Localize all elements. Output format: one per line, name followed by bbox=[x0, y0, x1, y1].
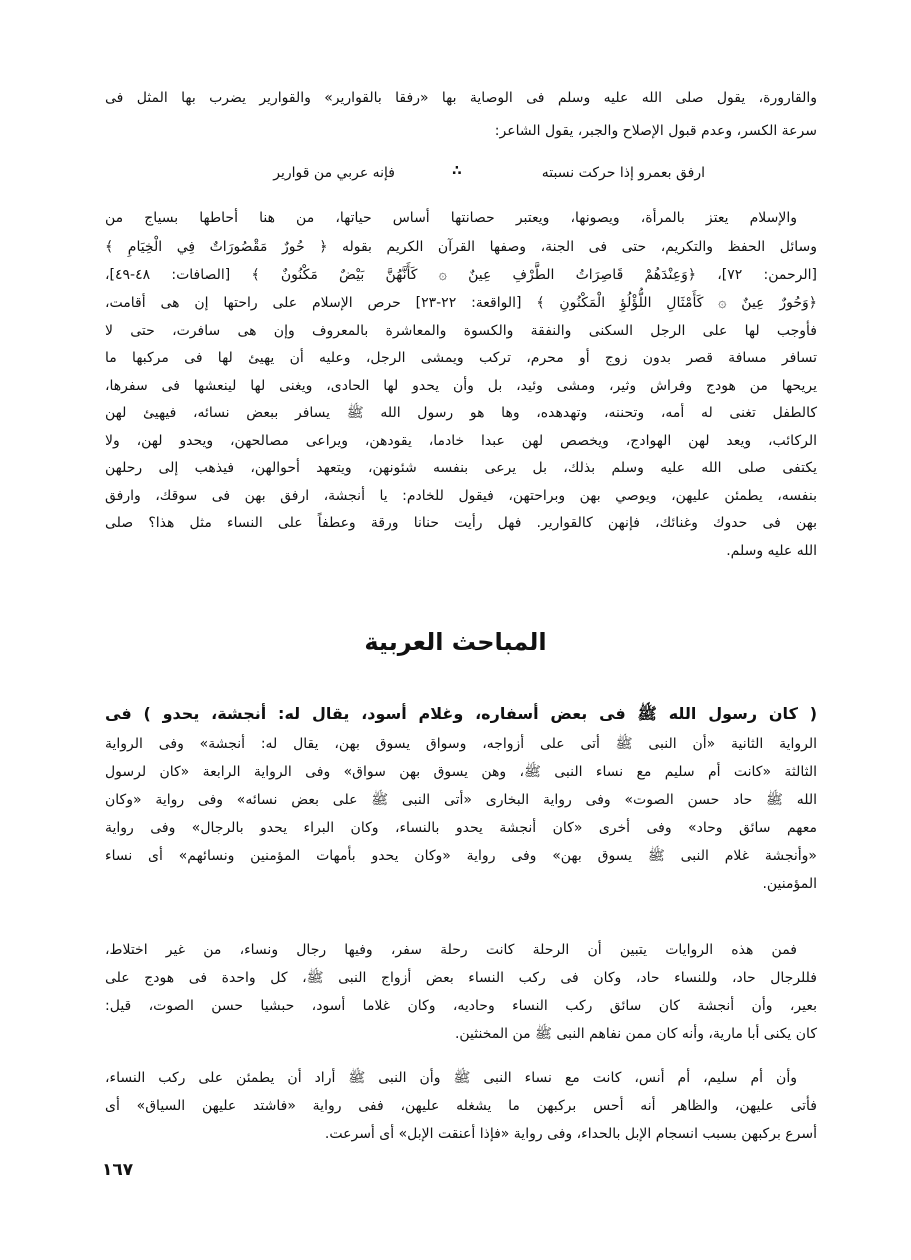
paragraph-line: [الرحمن: ٧٢]، ﴿وَعِنْدَهُمْ قَاصِرَاتُ الطَّرْفِ عِينٌ ۞ كَأَنَّهُنَّ بَيْضٌ مَكْنُونٌ ﴾ [الصافات: ٤٨-٤٩]، bbox=[105, 267, 817, 283]
paragraph-line: الركائب، ويعد لهن الهوادج، ويخصص لهن عبدا خادما، يقودهن، ويراعى مصالحهن، ويحدو لهن، ولا bbox=[105, 433, 817, 449]
paragraph-line: وأن أم سليم، أم أنس، كانت مع نساء النبى ﷺ وأن النبى ﷺ أراد أن يطمئن على ركب النساء، bbox=[105, 1070, 797, 1086]
paragraph-line: فللرجال حاد، وللنساء حاد، وكان فى ركب النساء بعض أزواج النبى ﷺ، كل واحدة فى هودج على bbox=[105, 970, 817, 986]
poem-second-hemistich: فإنه عربي من قوارير bbox=[273, 165, 395, 181]
paragraph-line: الله عليه وسلم. bbox=[726, 543, 817, 559]
page-number: ١٦٧ bbox=[102, 1160, 134, 1180]
paragraph-line: يكتفى صلى الله عليه وسلم بذلك، بل يرعى بنفسه شئونهن، ويتعهد أحوالهن، فيذهب إلى رحلهن bbox=[105, 460, 817, 476]
paragraph-line: معهم سائق وحاد» وفى أخرى «كان أنجشة يحدو بالنساء، وكان البراء يحدو بالرجال» وفى رواية bbox=[105, 820, 817, 836]
paragraph-line: «وأنجشة غلام النبى ﷺ يسوق بهن» وفى رواية «وكان يحدو بأمهات المؤمنين ونسائهم» أى نساء bbox=[105, 848, 817, 864]
paragraph-line: المؤمنين. bbox=[762, 876, 817, 892]
paragraph-line: ﴿وَحُورٌ عِينٌ ۞ كَأَمْثَالِ اللُّؤْلُؤِ الْمَكْنُونِ ﴾ [الواقعة: ٢٢-٢٣] حرص الإسلام على راحتها إن هى أقامت، bbox=[105, 295, 817, 311]
poem-first-hemistich: ارفق بعمرو إذا حركت نسبته bbox=[541, 165, 705, 181]
paragraph-line: والإسلام يعتز بالمرأة، ويصونها، ويعتبر حصانتها أساس حياتها، من هنا أحاطها بسياج من bbox=[105, 210, 797, 226]
paragraph-line: سرعة الكسر، وعدم قبول الإصلاح والجبر، يقول الشاعر: bbox=[494, 123, 817, 139]
paragraph-line: بهن فى حدوك وغنائك، فإنهن كالقوارير. فهل رأيت حنانا ورقة وعطفاً على النساء مثل هذا؟ صلى bbox=[105, 515, 817, 531]
paragraph-line: تسافر مسافة قصر بدون زوج أو محرم، تركب ويمشى الرجل، وعليه أن يهيئ لها فى مركبها ما bbox=[105, 350, 817, 366]
paragraph-line: بعير، وأن أنجشة كان سائق ركب النساء وحاديه، وكان غلاما أسود، حبشيا حسن الصوت، قيل: bbox=[105, 998, 817, 1014]
paragraph-line: كان يكنى أبا مارية، وأنه كان ممن نفاهم النبى ﷺ من المخنثين. bbox=[454, 1026, 817, 1042]
paragraph-line: كالطفل تغنى له أمه، وتحننه، وتهدهده، وها هو رسول الله ﷺ يسافر ببعض نسائه، فيهيئ لهن bbox=[105, 405, 817, 421]
paragraph-line: فأتى عليهن، والظاهر أنه أحس بركبهن ما يشغله عليهن، ففى رواية «فاشتد عليهن السياق» أى bbox=[105, 1098, 817, 1114]
section-heading: المباحث العربية bbox=[364, 628, 547, 656]
poem-separator: ∴ bbox=[452, 163, 462, 179]
paragraph-line: بنفسه، يطمئن عليهن، ويوصي بهن وبراحتهن، فيقول للخادم: يا أنجشة، ارفق بهن فى سوقك، وارفق bbox=[105, 488, 817, 504]
paragraph-line: والقارورة، يقول صلى الله عليه وسلم فى الوصاية بها «رفقا بالقوارير» والقوارير يضرب بها المثل فى bbox=[105, 90, 817, 106]
paragraph-line: فأوجب لها على الرجل السكنى والنفقة والكسوة والمعاشرة بالمعروف وإن هى سافرت، حتى لا bbox=[105, 323, 817, 339]
paragraph-line: الله ﷺ حاد حسن الصوت» وفى رواية البخارى «أتى النبى ﷺ على بعض نسائه» وفى رواية «وكان bbox=[105, 792, 817, 808]
paragraph-line: فمن هذه الروايات يتبين أن الرحلة كانت رحلة سفر، وفيها رجال ونساء، من غير اختلاط، bbox=[105, 942, 797, 958]
paragraph-line: الرواية الثانية «أن النبى ﷺ أتى على أزواجه، وسواق يسوق بهن، يقال له: أنجشة» وفى الرواية bbox=[105, 736, 817, 752]
paragraph-line: يريحها من هودج وفراش وثير، ومشى وئيد، بل وأن يحدو لها الحادى، ويغنى لها لينعشها فى سفرها، bbox=[105, 378, 817, 394]
hadith-text-line: ( كان رسول الله ﷺ فى بعض أسفاره، وغلام أسود، يقال له: أنجشة، يحدو ) فى bbox=[105, 704, 817, 723]
paragraph-line: أسرع بركبهن بسبب انسجام الإبل بالحداء، وفى رواية «فإذا أعنقت الإبل» أى أسرعت. bbox=[324, 1126, 817, 1142]
paragraph-line: الثالثة «كانت أم سليم مع نساء النبى ﷺ، وهن يسوق بهن سواق» وفى الرواية الرابعة «كان لرسول bbox=[105, 764, 817, 780]
paragraph-line: وسائل الحفظ والتكريم، حتى فى الجنة، وصفها القرآن الكريم بقوله ﴿ حُورٌ مَقْصُورَاتٌ فِي الْخِيَامِ ﴾ bbox=[105, 239, 817, 255]
